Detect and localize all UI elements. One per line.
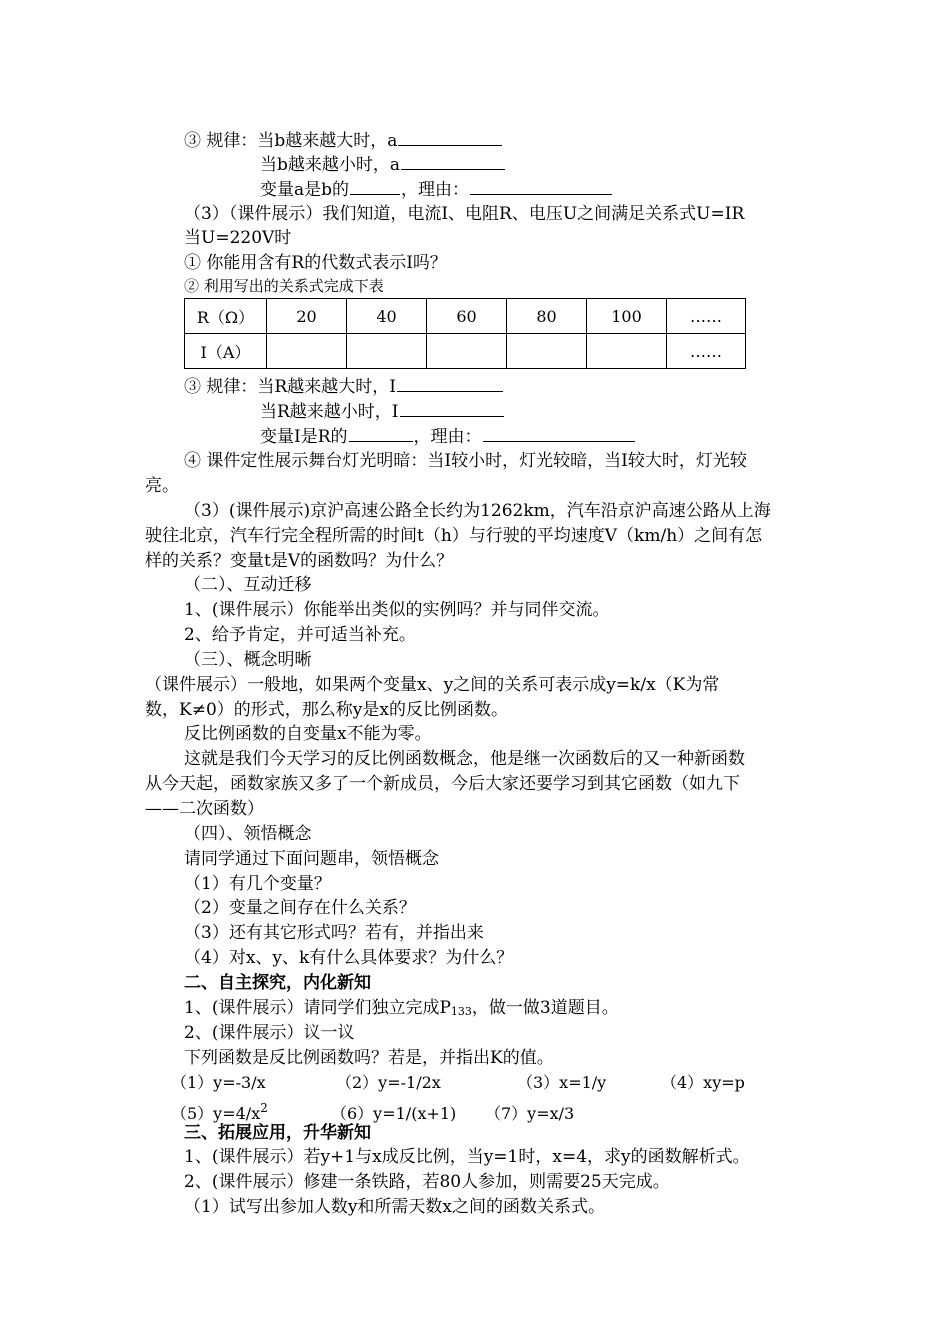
answer-blank[interactable] bbox=[398, 128, 502, 146]
section-heading-concept: （三）、概念明晰 bbox=[184, 650, 312, 670]
rule-a-larger: ③ 规律：当b越来越大时，a bbox=[184, 128, 503, 153]
section-heading-interact: （二）、互动迁移 bbox=[184, 575, 312, 595]
part3-item1: 1、(课件展示）若y+1与x成反比例，当y=1时，x=4，求y的函数解析式。 bbox=[184, 1147, 750, 1167]
part2-item1: 1、(课件展示）请同学们独立完成P133，做一做3道题目。 bbox=[184, 998, 619, 1018]
table-cell: I（A） bbox=[185, 334, 267, 369]
answer-blank[interactable] bbox=[349, 424, 413, 442]
ohm-table bbox=[184, 298, 746, 369]
part3-item2-q1: （1）试写出参加人数y和所需天数x之间的函数关系式。 bbox=[184, 1197, 606, 1217]
table-cell: 80 bbox=[507, 299, 587, 334]
table-cell: …… bbox=[667, 299, 746, 334]
rule-r-smaller: 当R越来越小时，I bbox=[260, 399, 505, 424]
concept-line3: 反比例函数的自变量x不能为零。 bbox=[184, 724, 432, 744]
function-row1 bbox=[171, 1071, 745, 1095]
paragraph-ohm-cond: 当U=220V时 bbox=[184, 228, 292, 248]
table-row bbox=[185, 299, 746, 334]
table-cell: 60 bbox=[427, 299, 507, 334]
table-cell: 100 bbox=[587, 299, 667, 334]
part2-heading: 二、自主探究，内化新知 bbox=[184, 973, 371, 993]
table-input-cell[interactable] bbox=[427, 334, 507, 369]
understand-intro: 请同学通过下面问题串，领悟概念 bbox=[184, 849, 439, 869]
part2-intro: 下列函数是反比例函数吗？若是，并指出K的值。 bbox=[184, 1048, 554, 1068]
answer-blank[interactable] bbox=[401, 152, 505, 170]
function-item: （1）y=-3/x bbox=[171, 1073, 266, 1092]
answer-blank[interactable] bbox=[400, 399, 504, 417]
concept-line5: 从今天起，函数家族又多了一个新成员，今后大家还要学习到其它函数（如九下 bbox=[145, 774, 740, 794]
highway-line2: 驶往北京，汽车行完全程所需的时间t（h）与行驶的平均速度V（km/h）之间有怎 bbox=[145, 526, 763, 546]
function-item: （6）y=1/(x+1) bbox=[331, 1104, 457, 1123]
rule-a-smaller: 当b越来越小时，a bbox=[260, 152, 506, 177]
reason-blank[interactable] bbox=[483, 424, 635, 442]
table-input-cell[interactable] bbox=[587, 334, 667, 369]
answer-blank[interactable] bbox=[350, 177, 400, 195]
reason-blank[interactable] bbox=[470, 177, 612, 195]
stage-light-line1: ④ 课件定性展示舞台灯光明暗：当I较小时，灯光较暗，当I较大时，灯光较 bbox=[184, 451, 747, 471]
highway-line1: （3）(课件展示)京沪高速公路全长约为1262km，汽车沿京沪高速公路从上海 bbox=[184, 501, 771, 521]
understand-q2: （2）变量之间存在什么关系？ bbox=[184, 898, 416, 918]
part2-item2: 2、(课件展示）议一议 bbox=[184, 1023, 355, 1043]
concept-line6: ——二次函数） bbox=[145, 799, 264, 819]
understand-q4: （4）对x、y、k有什么具体要求？为什么？ bbox=[184, 948, 514, 968]
interact-item2: 2、给予肯定，并可适当补充。 bbox=[184, 625, 416, 645]
function-item: （4）xy=p bbox=[661, 1073, 745, 1092]
concept-line4: 这就是我们今天学习的反比例函数概念，他是继一次函数后的又一种新函数 bbox=[184, 749, 745, 769]
answer-blank[interactable] bbox=[397, 374, 503, 392]
concept-line2: 数，K≠0）的形式，那么称y是x的反比例函数。 bbox=[145, 700, 508, 720]
question-fill-table: ② 利用写出的关系式完成下表 bbox=[184, 277, 384, 295]
rule-r-variable: 变量I是R的 ，理由： bbox=[260, 424, 636, 449]
concept-line1: （课件展示）一般地，如果两个变量x、y之间的关系可表示成y=k/x（K为常 bbox=[145, 675, 720, 695]
table-cell: R（Ω） bbox=[185, 299, 267, 334]
rule-r-larger: ③ 规律：当R越来越大时，I bbox=[184, 374, 504, 399]
table-cell: …… bbox=[667, 334, 746, 369]
table-input-cell[interactable] bbox=[267, 334, 347, 369]
function-item: （2）y=-1/2x bbox=[336, 1073, 441, 1092]
understand-q3: （3）还有其它形式吗？若有，并指出来 bbox=[184, 923, 484, 943]
paragraph-ohm: （3）（课件展示）我们知道，电流I、电阻R、电压U之间满足关系式U=IR bbox=[184, 204, 745, 224]
table-input-cell[interactable] bbox=[507, 334, 587, 369]
interact-item1: 1、(课件展示）你能举出类似的实例吗？并与同伴交流。 bbox=[184, 600, 610, 620]
function-item: （7）y=x/3 bbox=[485, 1104, 575, 1123]
function-item: $(5)y=4/x^2$ bbox=[171, 1101, 268, 1123]
understand-q1: （1）有几个变量？ bbox=[184, 874, 331, 894]
stage-light-line2: 亮。 bbox=[145, 476, 179, 496]
part3-heading: 三、拓展应用，升华新知 bbox=[184, 1123, 371, 1143]
rule-a-variable: 变量a是b的 ，理由： bbox=[260, 177, 613, 202]
table-cell: 40 bbox=[347, 299, 427, 334]
section-heading-understand: （四）、领悟概念 bbox=[184, 824, 312, 844]
function-item: （3）x=1/y bbox=[517, 1073, 607, 1092]
table-input-cell[interactable] bbox=[347, 334, 427, 369]
part3-item2: 2、(课件展示）修建一条铁路，若80人参加，则需要25天完成。 bbox=[184, 1172, 670, 1192]
highway-line3: 样的关系？变量t是V的函数吗？为什么？ bbox=[145, 551, 454, 571]
table-cell: 20 bbox=[267, 299, 347, 334]
table-row bbox=[185, 334, 746, 369]
question-express-i: ① 你能用含有R的代数式表示I吗？ bbox=[184, 253, 447, 273]
